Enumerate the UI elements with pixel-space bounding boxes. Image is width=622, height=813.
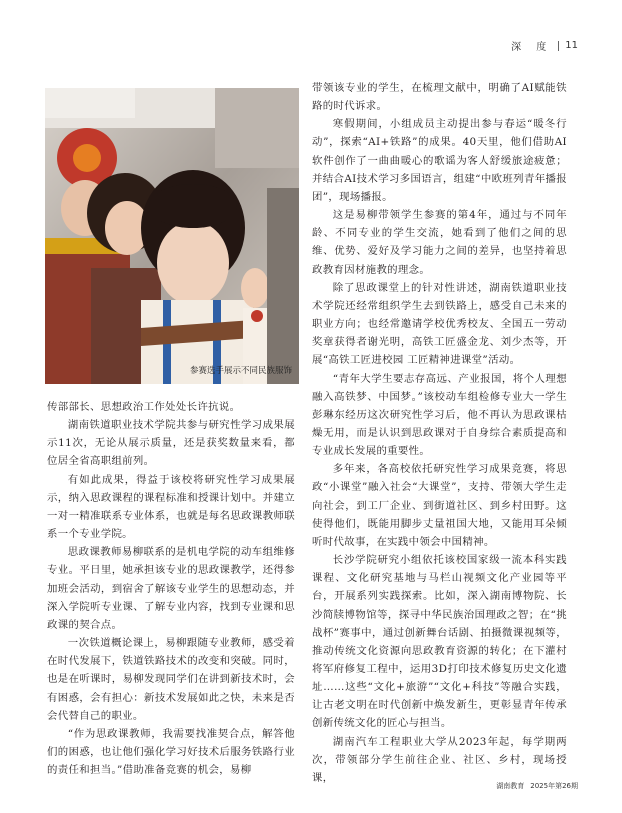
page-number: 11 <box>565 40 578 51</box>
paragraph: 长沙学院研究小组依托该校国家级一流本科实践课程、文化研究基地与马栏山视频文化产业园等平台，开展系列实践探索。比如，深入湖南博物院、长沙简牍博物馆等，探寻中华民族治国理政之智；在“挑战杯”赛事中，通过创新舞台话剧、拍摄微课视频等，推动传统文化资源向思政教育资源的转化；在下灌村将军府修复工程中，运用3D打印技术修复历史文化遗址……这些“文化+旅游”“文化+科技”等融合实践，让古老文明在时代创新中焕发新生，更彰显青年传承创新传统文化的匠心与担当。 <box>312 554 567 730</box>
paragraph: 多年来，各高校依托研究性学习成果竞赛，将思政“小课堂”融入社会“大课堂”，支持、带领大学生走向社会，到工厂企业、到街道社区、到乡村田野。这使得他们，既能用脚步丈量祖国大地，又能用耳朵倾听时代故事，在实践中领会中国精神。 <box>312 463 567 548</box>
page-header <box>511 38 578 53</box>
paragraph: “青年大学生要志存高远、产业报国，将个人理想融入高铁梦、中国梦。”该校动车组检修专业大一学生彭琳东经历这次研究性学习后，他不再认为思政课枯燥无用，而是认识到思政课对于自身综合素质提高和专业成长发展的重要性。 <box>312 372 567 458</box>
ethnic-costume-photo <box>45 88 299 384</box>
paragraph: 带领该专业的学生，在梳理文献中，明确了AI赋能铁路的时代诉求。 <box>312 82 567 113</box>
issue-number: 2025年第26期 <box>530 782 578 790</box>
photo-caption: 参赛选手展示不同民族服饰 <box>189 366 292 376</box>
right-column <box>312 79 567 787</box>
photo-illustration <box>45 88 299 384</box>
paragraph: 除了思政课堂上的针对性讲述，湖南铁道职业技术学院还经常组织学生去到铁路上，感受自己未来的职业方向；也经常邀请学校优秀校友、全国五一劳动奖章获得者谢光明，高铁工匠盛金龙、刘少杰等，开展“高铁工匠进校园 工匠精神进课堂”活动。 <box>312 281 567 367</box>
paragraph: 湖南铁道职业技术学院共参与研究性学习成果展示11次，无论从展示质量，还是获奖数量来看，都位居全省高职组前列。 <box>47 419 295 468</box>
header-divider <box>558 41 559 51</box>
paragraph: 传部部长、思想政治工作处处长许抗说。 <box>47 401 241 413</box>
paragraph: 湖南汽车工程职业大学从2023年起，每学期两次，带领部分学生前往企业、社区、乡村，现场授课， <box>312 735 567 784</box>
paragraph: “作为思政课教师，我需要找准契合点，解答他们的困惑，也让他们强化学习好技术后服务铁路行业的责任和担当。”借助准备竞赛的机会，易柳 <box>47 727 295 777</box>
paragraph: 寒假期间，小组成员主动提出参与春运“暖冬行动”，探索“AI+铁路”的成果。40天里，他们借助AI软件创作了一曲曲暖心的歌谣为客人舒缓旅途疲惫；并结合AI技术学习多国语言，组建“中欧班列青年播报团”，现场播报。 <box>312 118 567 203</box>
magazine-name: 湖南教育 <box>496 782 525 790</box>
section-title: 深 度 <box>511 42 553 53</box>
paragraph: 一次铁道概论课上，易柳跟随专业教师，感受着在时代发展下，铁道铁路技术的改变和突破。同时，也是在听课时，易柳发现同学们在讲到新技术时，会有困惑，会有担心：新技术发展如此之快，未来是否会代替自己的职业。 <box>47 637 295 722</box>
paragraph: 有如此成果，得益于该校将研究性学习成果展示，纳入思政课程的课程标准和授课计划中。并建立一对一精准联系专业体系，也就是每名思政课教师联系一个专业学院。 <box>47 473 295 541</box>
left-column <box>47 398 295 779</box>
page-footer <box>496 781 578 791</box>
paragraph: 思政课教师易柳联系的是机电学院的动车组维修专业。平日里，她承担该专业的思政课教学，还得参加班会活动，到宿舍了解该专业学生的思想动态，并深入学院听专业课、了解专业内容，找到专业课和思政课的契合点。 <box>47 546 295 631</box>
paragraph: 这是易柳带领学生参赛的第4年，通过与不同年龄、不同专业的学生交流，她看到了他们之间的思维、优势、爱好及学习能力之间的差异，也坚持着思政教育因材施教的理念。 <box>312 209 567 276</box>
